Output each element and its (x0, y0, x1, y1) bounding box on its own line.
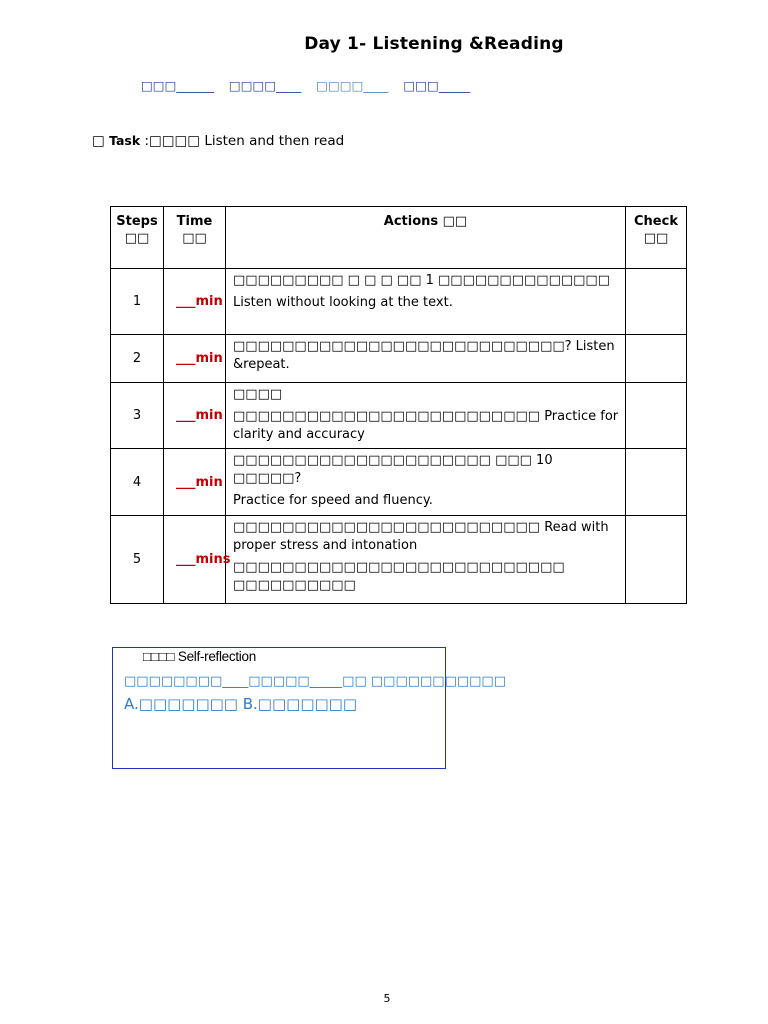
task-text: :□□□□ Listen and then read (144, 133, 345, 149)
action-cell (226, 383, 626, 449)
table-row (111, 516, 687, 604)
check-cell[interactable] (626, 383, 687, 449)
action-line: □□□□□□□□□□□□□□□□□□□□□□□□□ Read with proper stress and intonation (233, 520, 609, 553)
action-cell (226, 335, 626, 383)
action-cell (226, 516, 626, 604)
table-row (111, 383, 687, 449)
table-row (111, 449, 687, 516)
header-steps: Steps □□ (111, 207, 164, 269)
reflection-options: A.□□□□□□□ B.□□□□□□□ (124, 695, 358, 713)
check-cell[interactable] (626, 449, 687, 516)
header-check: Check □□ (626, 207, 687, 269)
info-field-3: □□□□____ (316, 78, 389, 93)
info-field-1: □□□______ (141, 78, 214, 93)
time-blank[interactable]: ___min (164, 269, 226, 335)
action-cell (226, 449, 626, 516)
action-line: □□□□□□□□□□□□□□□□□□□□□□□□□□□? Listen &repeat. (233, 339, 615, 372)
action-line: □□□□□□□□□□□□□□□□□□□□□□□□□□□ □□□□□□□□□□ (233, 560, 565, 593)
time-blank[interactable]: ___mins (164, 516, 226, 604)
steps-table (110, 206, 687, 604)
reflection-title: □□□□ Self-reflection (143, 649, 256, 664)
page-title: Day 1- Listening &Reading (304, 34, 564, 54)
info-field-4: □□□_____ (403, 78, 471, 93)
step-number: 2 (111, 335, 164, 383)
header-time: Time □□ (164, 207, 226, 269)
table-row (111, 269, 687, 335)
page-number: 5 (383, 992, 391, 1005)
info-field-2: □□□□____ (228, 78, 302, 93)
time-blank[interactable]: ___min (164, 335, 226, 383)
steps-table-body (111, 269, 687, 604)
reflection-question: □□□□□□□□____□□□□□_____□□ □□□□□□□□□□□ (124, 674, 506, 689)
student-info-line (141, 78, 481, 93)
step-number: 1 (111, 269, 164, 335)
task-label: Task (109, 133, 141, 148)
step-number: 3 (111, 383, 164, 449)
task-line (92, 133, 344, 149)
check-cell[interactable] (626, 516, 687, 604)
action-line: Practice for speed and fluency. (233, 493, 433, 508)
task-checkbox[interactable]: □ (92, 133, 105, 149)
step-number: 5 (111, 516, 164, 604)
check-cell[interactable] (626, 335, 687, 383)
action-line: □□□□□□□□□□□□□□□□□□□□□ □□□ 10 □□□□□? (233, 453, 553, 486)
header-actions: Actions □□ (226, 207, 626, 269)
action-line: □□□□□□□□□□□□□□□□□□□□□□□□□ Practice for clarity and accuracy (233, 409, 619, 442)
step-number: 4 (111, 449, 164, 516)
table-row (111, 335, 687, 383)
check-cell[interactable] (626, 269, 687, 335)
action-line: Listen without looking at the text. (233, 295, 453, 310)
action-line: □□□□□□□□□ □ □ □ □□ 1 □□□□□□□□□□□□□□ (233, 273, 610, 288)
time-blank[interactable]: ___min (164, 383, 226, 449)
action-cell (226, 269, 626, 335)
action-line: □□□□ (233, 387, 283, 402)
time-blank[interactable]: ___min (164, 449, 226, 516)
self-reflection-box (112, 647, 506, 769)
